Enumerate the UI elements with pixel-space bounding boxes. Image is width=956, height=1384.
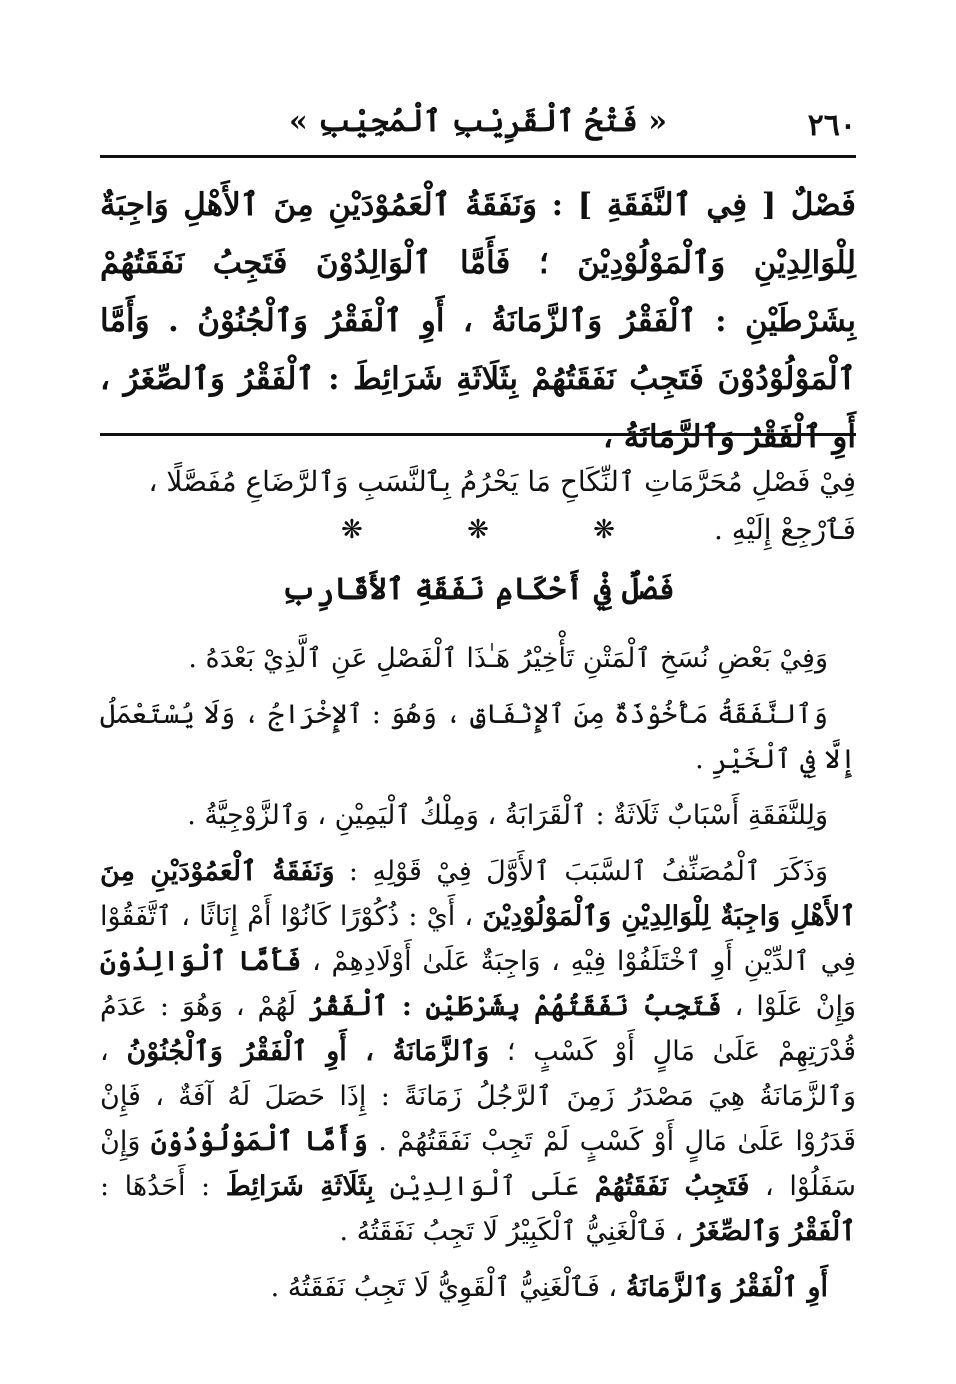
section-separator <box>100 515 856 545</box>
matn-quote: أَوِ ٱلْفَقْرُ وَٱلزَّمَانَةُ <box>625 1272 828 1303</box>
matn-body: : وَنَفَقَةُ ٱلْعَمُوْدَيْنِ مِنَ ٱلأَهْلِ وَاجِبَةٌ لِلْوَالِدِيْنِ وَٱلْمَوْلُوْدِيْنَ ؛ فَأَمَّا ٱلْوَالِدُوْنَ فَتَجِبُ نَفَقَتُهُمْ بِشَرْطَيْنِ : ٱلْفَقْرُ وَٱلزَّمَانَةُ ، أَوِ ٱلْفَقْرُ وَٱلْجُنُوْنُ . وَأَمَّا ٱلْمَوْلُوْدُوْنَ فَتَجِبُ نَفَقَتُهُمْ بِثَلَاثَةِ شَرَائِطَ : ٱلْفَقْرُ وَٱلصِّغَرُ ، أَوِ ٱلْفَقْرُ وَٱلزَّمَانَةُ ، <box>100 187 856 455</box>
section-title: فَصْلٌ فِيْ أَحْكَامِ نَفَقَةِ ٱلأَقَارِبِ <box>281 572 675 607</box>
page-header <box>100 104 856 154</box>
plain-text: عَلَى ٱلْوَالِدِيْنِ <box>374 1171 595 1202</box>
matn-quote: وَنَفَقَةُ ٱلْعَمُوْدَيْنِ مِنَ ٱلأَهْلِ وَاجِبَةٌ لِلْوَالِدِيْنِ وَٱلْمَوْلُوْدِيْنَ <box>100 856 856 932</box>
plain-text: ، وَٱلزَّمَانَةُ هِيَ مَصْدَرُ زَمِنَ ٱلرَّجُلُ زَمَانَةً : إِذَا حَصَلَ لَهُ آفَةٌ ، فَإِنْ قَدَرُوْا عَلَىٰ مَالٍ أَوْ كَسْبٍ لَمْ تَجِبْ نَفَقَتُهُمْ . <box>100 1036 856 1157</box>
page-number: ٢٦٠ <box>807 108 856 143</box>
plain-text: لَهُمْ ، وَهُوَ : عَدَمُ قُدْرَتِهِمْ عَلَىٰ مَالٍ أَوْ كَسْبٍ ؛ <box>100 991 856 1067</box>
plain-text: ، فَٱلْغَنِيُّ ٱلْكَبِيْرُ لَا تَجِبُ نَفَقَتُهُ . <box>339 1216 692 1247</box>
commentary-paragraph <box>100 1265 856 1310</box>
matn-text <box>100 176 856 466</box>
running-title: « فَتْحُ ٱلْقَرِيْبِ ٱلْمُجِيْبِ » <box>288 104 668 139</box>
matn-quote: فَتَجِبُ نَفَقَتُهُمْ <box>594 1171 750 1202</box>
matn-quote: فَأَمَّا ٱلْوَالِدُوْنَ <box>100 946 302 977</box>
matn-heading: فَصْلٌ [ فِي ٱلنَّفَقَةِ ] <box>577 187 857 223</box>
commentary-paragraph <box>100 849 856 1254</box>
matn-separator-rule <box>100 433 856 436</box>
matn-quote: وَٱلزَّمَانَةُ ، أَوِ ٱلْفَقْرُ وَٱلْجُنُوْنُ <box>126 1036 490 1067</box>
matn-quote: وَأَمَّا ٱلْمَوْلُوْدُوْنَ <box>150 1126 368 1157</box>
matn-quote: ٱلْفَقْرُ وَٱلصِّغَرُ <box>691 1216 856 1247</box>
star-ornament-icon: ❋ <box>593 515 615 545</box>
star-ornament-icon: ❋ <box>341 515 363 545</box>
star-ornament-icon: ❋ <box>467 515 489 545</box>
header-rule <box>100 155 856 158</box>
plain-text: ، فَٱلْغَنِيُّ ٱلْقَوِيُّ لَا تَجِبُ نَفَقَتُهُ . <box>270 1272 626 1303</box>
matn-quote: بِثَلَاثَةِ شَرَائِطَ <box>225 1171 375 1202</box>
commentary-paragraph: وَفِيْ بَعْضِ نُسَخِ ٱلْمَتْنِ تَأْخِيْرُ هَـٰذَا ٱلْفَصْلِ عَنِ ٱلَّذِيْ بَعْدَهُ . <box>188 643 828 674</box>
plain-text: ، أَيْ : ذُكُوْرًا كَانُوْا أَمْ إِنَاثًا ، ٱتَّفَقُوْا فِي ٱلدِّيْنِ أَوِ ٱخْتَلَفُوْا فِيْهِ ، وَاجِبَةٌ عَلَىٰ أَوْلَادِهِمْ ، <box>100 901 856 977</box>
commentary-paragraph: وَلِلنَّفَقَةِ أَسْبَابٌ ثَلَاثَةٌ : ٱلْقَرَابَةُ ، وَمِلْكُ ٱلْيَمِيْنِ ، وَٱلزَّوْجِيَّةُ . <box>187 800 828 831</box>
plain-text: وَإِنْ سَفَلُوْا ، <box>100 1126 856 1202</box>
plain-text: وَذَكَرَ ٱلْمُصَنِّفُ ٱلسَّبَبَ ٱلأَوَّلَ فِيْ قَوْلِهِ : <box>334 856 828 887</box>
commentary-paragraph: وَٱلنَّفَقَةُ مَأْخُوْذَةٌ مِنَ ٱلإِنْفَاقِ ، وَهُوَ : ٱلإِخْرَاجُ ، وَلَا يُسْتَعْمَلُ إِلَّا فِي ٱلْخَيْرِ . <box>100 699 856 775</box>
plain-text: : أَحَدُهَا : <box>100 1171 226 1202</box>
plain-text: وَإِنْ عَلَوْا ، <box>721 991 856 1022</box>
commentary-text <box>100 636 856 1321</box>
matn-quote: فَتَجِبُ نَفَقَتُهُمْ بِشَرْطَيْنِ : ٱلْفَقْرُ <box>309 991 722 1022</box>
commentary-continuation: فِيْ فَصْلِ مُحَرَّمَاتِ ٱلنِّكَاحِ مَا يَحْرُمُ بِٱلنَّسَبِ وَٱلرَّضَاعِ مُفَصَّلًا ، فَٱرْجِعْ إِلَيْهِ . <box>148 465 856 546</box>
